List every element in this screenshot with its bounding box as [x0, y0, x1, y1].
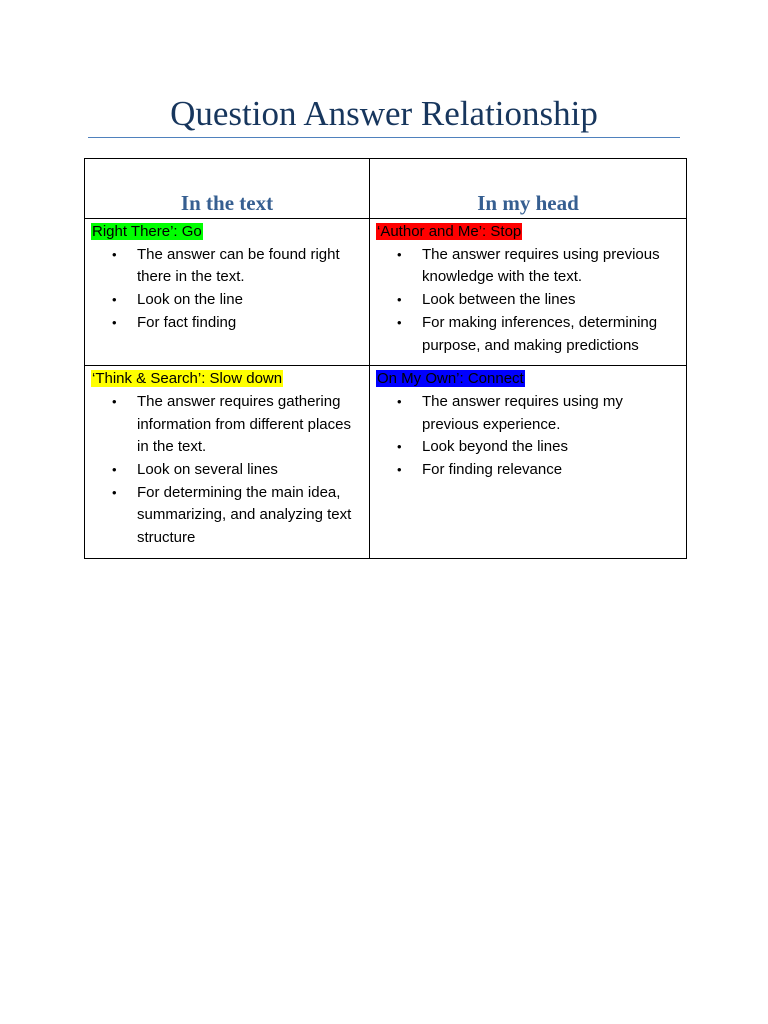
bullet-icon: • — [112, 462, 117, 478]
cell-think-and-search — [85, 366, 370, 559]
list-item — [376, 436, 680, 459]
list-item — [376, 459, 680, 482]
bullet-icon: • — [397, 439, 402, 455]
list-item-text: Look on the line — [137, 291, 243, 309]
list-item-text: For finding relevance — [422, 461, 563, 479]
bullet-list — [91, 244, 363, 335]
category-label-author-and-me: ‘Author and Me’: Stop — [377, 223, 522, 240]
bullet-icon: • — [397, 246, 402, 262]
bullet-icon: • — [397, 292, 402, 308]
table-row — [85, 219, 687, 366]
bullet-list — [376, 391, 680, 482]
bullet-icon: • — [397, 462, 402, 478]
list-item — [91, 289, 363, 312]
list-item-text: Look beyond the lines — [422, 438, 568, 456]
list-item — [376, 391, 680, 436]
list-item-text: For fact finding — [137, 313, 237, 331]
category-label-think-and-search: ‘Think & Search’: Slow down — [92, 370, 283, 388]
bullet-icon: • — [112, 292, 117, 308]
cell-right-there — [85, 219, 370, 366]
list-item — [376, 289, 680, 312]
list-item-text: For making inferences, determining purpose, and making predictions — [422, 313, 658, 354]
header-in-my-head: In my head — [370, 159, 687, 219]
list-item — [376, 312, 680, 357]
bullet-icon: • — [112, 314, 117, 330]
bullet-list — [376, 244, 680, 358]
bullet-list — [91, 391, 363, 550]
qar-table — [84, 158, 687, 559]
document-title: Question Answer Relationship — [170, 94, 598, 133]
list-item — [91, 391, 363, 459]
list-item-text: The answer requires using my previous experience. — [422, 392, 623, 433]
bullet-icon: • — [397, 314, 402, 330]
bullet-icon: • — [112, 393, 117, 409]
list-item-text: Look on several lines — [137, 461, 278, 479]
list-item — [91, 482, 363, 550]
bullet-icon: • — [397, 393, 402, 409]
list-item-text: The answer requires gathering information from different places in the text. — [137, 392, 351, 456]
list-item — [376, 244, 680, 289]
cell-on-my-own — [370, 366, 687, 559]
title-underline — [88, 137, 680, 138]
header-in-the-text: In the text — [85, 159, 370, 219]
category-label-on-my-own: On My Own’: Connect — [377, 370, 524, 388]
cell-author-and-me — [370, 219, 687, 366]
list-item-text: The answer can be found right there in the text. — [137, 245, 340, 286]
list-item-text: The answer requires using previous knowledge with the text. — [422, 245, 660, 286]
list-item — [91, 312, 363, 335]
category-label-right-there: Right There’: Go — [92, 223, 202, 240]
bullet-icon: • — [112, 246, 117, 262]
bullet-icon: • — [112, 484, 117, 500]
list-item — [91, 244, 363, 289]
table-row — [85, 366, 687, 559]
header-row — [85, 159, 687, 219]
list-item-text: Look between the lines — [422, 291, 576, 309]
list-item — [91, 459, 363, 482]
list-item-text: For determining the main idea, summarizing, and analyzing text structure — [137, 483, 352, 547]
